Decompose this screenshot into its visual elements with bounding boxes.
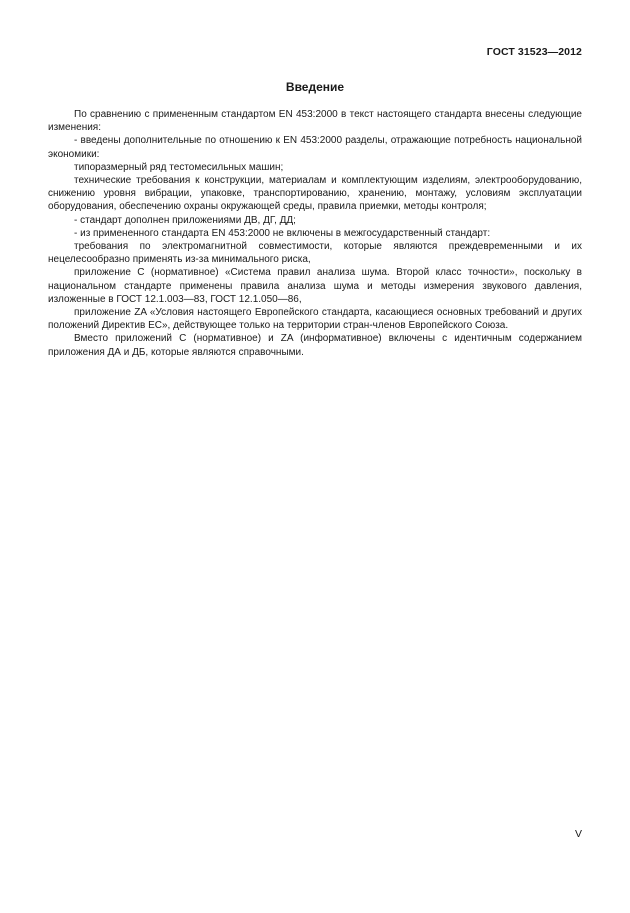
section-title: Введение [285,80,345,94]
paragraph: приложение С (нормативное) «Система правил анализа шума. Второй класс точности», поскольку в национальном стандарте применены правила анализа шума и методы измерения звукового давления, изложенные в ГОСТ 12.1.003—83, ГОСТ 12.1.050—86, [48,267,582,305]
paragraph: технические требования к конструкции, материалам и комплектующим изделиям, электрооборудованию, снижению уровня вибрации, упаковке, транспортированию, хранению, монтажу, условиям эксплуатации оборудования, обеспечению охраны окружающей среды, правила приемки, методы контроля; [48,175,582,213]
paragraph: Вместо приложений С (нормативное) и ZA (информативное) включены с идентичным содержанием приложения ДА и ДБ, которые являются справочными. [48,333,582,358]
body-text [48,108,582,359]
paragraph: требования по электромагнитной совместимости, которые являются преждевременными и их нецелесообразно применять из-за минимального риска, [48,241,582,266]
page-number: V [574,828,582,840]
paragraph: типоразмерный ряд тестомесильных машин; [74,161,284,173]
paragraph: По сравнению с примененным стандартом EN 453:2000 в текст настоящего стандарта внесены следующие изменения: [48,109,582,134]
paragraph: - введены дополнительные по отношению к EN 453:2000 разделы, отражающие потребность национальной экономики: [48,135,582,160]
paragraph: - стандарт дополнен приложениями ДВ, ДГ, ДД; [74,214,296,226]
paragraph: - из примененного стандарта EN 453:2000 не включены в межгосударственный стандарт: [74,227,491,239]
paragraph: приложение ZA «Условия настоящего Европейского стандарта, касающиеся основных требований и других положений Директив ЕС», действующее только на территории стран-членов Европейского Союза. [48,307,582,332]
document-number: ГОСТ 31523—2012 [486,46,582,58]
